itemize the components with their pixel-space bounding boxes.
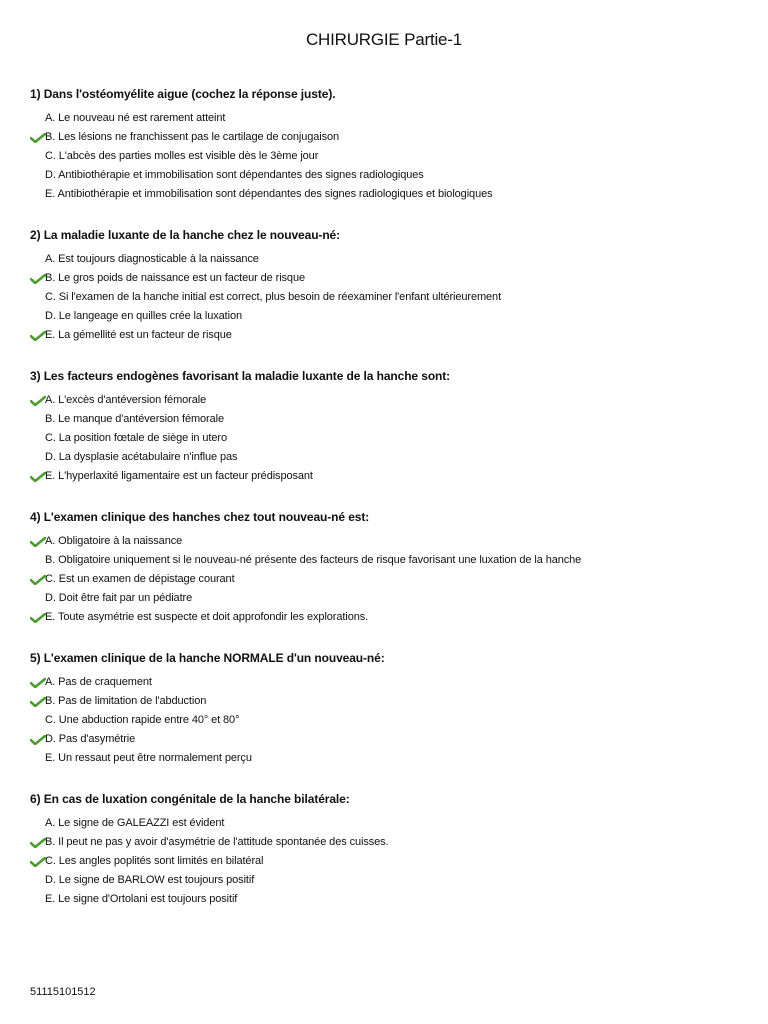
answer-text: A. Obligatoire à la naissance xyxy=(45,535,183,547)
checkmark-icon xyxy=(30,133,46,143)
question-block xyxy=(30,86,750,204)
answer-text: E. Le signe d'Ortolani est toujours positif xyxy=(45,893,238,905)
checkmark-icon xyxy=(30,678,46,688)
answer-option xyxy=(30,448,750,467)
answer-option xyxy=(30,429,750,448)
question-title: 3) Les facteurs endogènes favorisant la maladie luxante de la hanche sont: xyxy=(30,369,451,383)
answer-text: C. Une abduction rapide entre 40° et 80° xyxy=(45,714,240,726)
question-block xyxy=(30,509,750,627)
checkmark-icon xyxy=(30,697,46,707)
answer-text: E. La gémellité est un facteur de risque xyxy=(45,329,232,341)
answer-text: D. Le signe de BARLOW est toujours positif xyxy=(45,874,255,886)
answer-option xyxy=(30,326,750,345)
answer-text: D. Doit être fait par un pédiatre xyxy=(45,592,193,604)
question-title: 4) L'examen clinique des hanches chez tout nouveau-né est: xyxy=(30,510,370,524)
answer-option xyxy=(30,711,750,730)
answer-text: B. Obligatoire uniquement si le nouveau-né présente des facteurs de risque favorisant une luxation de la hanche xyxy=(45,554,582,566)
checkmark-icon xyxy=(30,274,46,284)
checkmark-icon xyxy=(30,537,46,547)
answer-text: A. L'excès d'antéversion fémorale xyxy=(45,394,207,406)
answer-text: B. Le gros poids de naissance est un facteur de risque xyxy=(45,272,305,284)
answer-text: E. Toute asymétrie est suspecte et doit approfondir les explorations. xyxy=(45,611,369,623)
document-title: CHIRURGIE Partie-1 xyxy=(305,30,463,49)
checkmark-icon xyxy=(30,857,46,867)
answer-text: B. Le manque d'antéversion fémorale xyxy=(45,413,224,425)
question-block xyxy=(30,791,750,909)
question-title: 5) L'examen clinique de la hanche NORMALE d'un nouveau-né: xyxy=(30,651,385,665)
answer-text: A. Le nouveau né est rarement atteint xyxy=(45,112,226,124)
answer-text: A. Pas de craquement xyxy=(45,676,152,688)
answer-option xyxy=(30,109,750,128)
answer-text: A. Est toujours diagnosticable à la naissance xyxy=(45,253,259,265)
checkmark-icon xyxy=(30,575,46,585)
answer-text: E. Un ressaut peut être normalement perçu xyxy=(45,752,252,764)
answer-option xyxy=(30,410,750,429)
checkmark-icon xyxy=(30,396,46,406)
checkmark-icon xyxy=(30,472,46,482)
answer-option xyxy=(30,288,750,307)
answer-option xyxy=(30,749,750,768)
answer-option xyxy=(30,814,750,833)
answer-option xyxy=(30,852,750,871)
answer-text: B. Pas de limitation de l'abduction xyxy=(45,695,207,707)
answer-option xyxy=(30,185,750,204)
answer-text: C. Est un examen de dépistage courant xyxy=(45,573,235,585)
answer-text: D. La dysplasie acétabulaire n'influe pas xyxy=(45,451,238,463)
answer-text: C. La position fœtale de siège in utero xyxy=(45,432,227,444)
answer-option xyxy=(30,673,750,692)
answer-option xyxy=(30,570,750,589)
answer-option xyxy=(30,833,750,852)
answer-option xyxy=(30,467,750,486)
answer-option xyxy=(30,391,750,410)
answer-option xyxy=(30,589,750,608)
checkmark-icon xyxy=(30,735,46,745)
answer-text: C. L'abcès des parties molles est visible dès le 3ème jour xyxy=(45,150,319,162)
answer-option xyxy=(30,307,750,326)
answer-text: E. L'hyperlaxité ligamentaire est un facteur prédisposant xyxy=(45,470,313,482)
answer-option xyxy=(30,551,750,570)
answer-option xyxy=(30,166,750,185)
answer-option xyxy=(30,608,750,627)
checkmark-icon xyxy=(30,613,46,623)
question-title: 6) En cas de luxation congénitale de la hanche bilatérale: xyxy=(30,792,350,806)
answer-option xyxy=(30,692,750,711)
answer-text: D. Le langeage en quilles crée la luxation xyxy=(45,310,242,322)
document-footer-id: 51115101512 xyxy=(30,986,96,998)
answer-text: E. Antibiothérapie et immobilisation sont dépendantes des signes radiologiques et biologiques xyxy=(45,188,493,200)
checkmark-icon xyxy=(30,838,46,848)
answer-option xyxy=(30,269,750,288)
question-block xyxy=(30,650,750,768)
question-block xyxy=(30,368,750,486)
answer-text: D. Antibiothérapie et immobilisation sont dépendantes des signes radiologiques xyxy=(45,169,424,181)
answer-text: B. Il peut ne pas y avoir d'asymétrie de l'attitude spontanée des cuisses. xyxy=(45,836,389,848)
answer-option xyxy=(30,890,750,909)
answer-text: B. Les lésions ne franchissent pas le cartilage de conjugaison xyxy=(45,131,340,143)
checkmark-icon xyxy=(30,331,46,341)
answer-option xyxy=(30,871,750,890)
answer-text: C. Si l'examen de la hanche initial est correct, plus besoin de réexaminer l'enfant ultérieurement xyxy=(45,291,502,303)
answer-option xyxy=(30,730,750,749)
question-title: 2) La maladie luxante de la hanche chez le nouveau-né: xyxy=(30,228,341,242)
answer-option xyxy=(30,250,750,269)
answer-text: A. Le signe de GALEAZZI est évident xyxy=(45,817,225,829)
answer-text: D. Pas d'asymétrie xyxy=(45,733,136,745)
question-list xyxy=(30,86,750,932)
question-title: 1) Dans l'ostéomyélite aigue (cochez la réponse juste). xyxy=(30,87,336,101)
answer-option xyxy=(30,532,750,551)
question-block xyxy=(30,227,750,345)
answer-option xyxy=(30,147,750,166)
answer-option xyxy=(30,128,750,147)
answer-text: C. Les angles poplités sont limités en bilatéral xyxy=(45,855,264,867)
